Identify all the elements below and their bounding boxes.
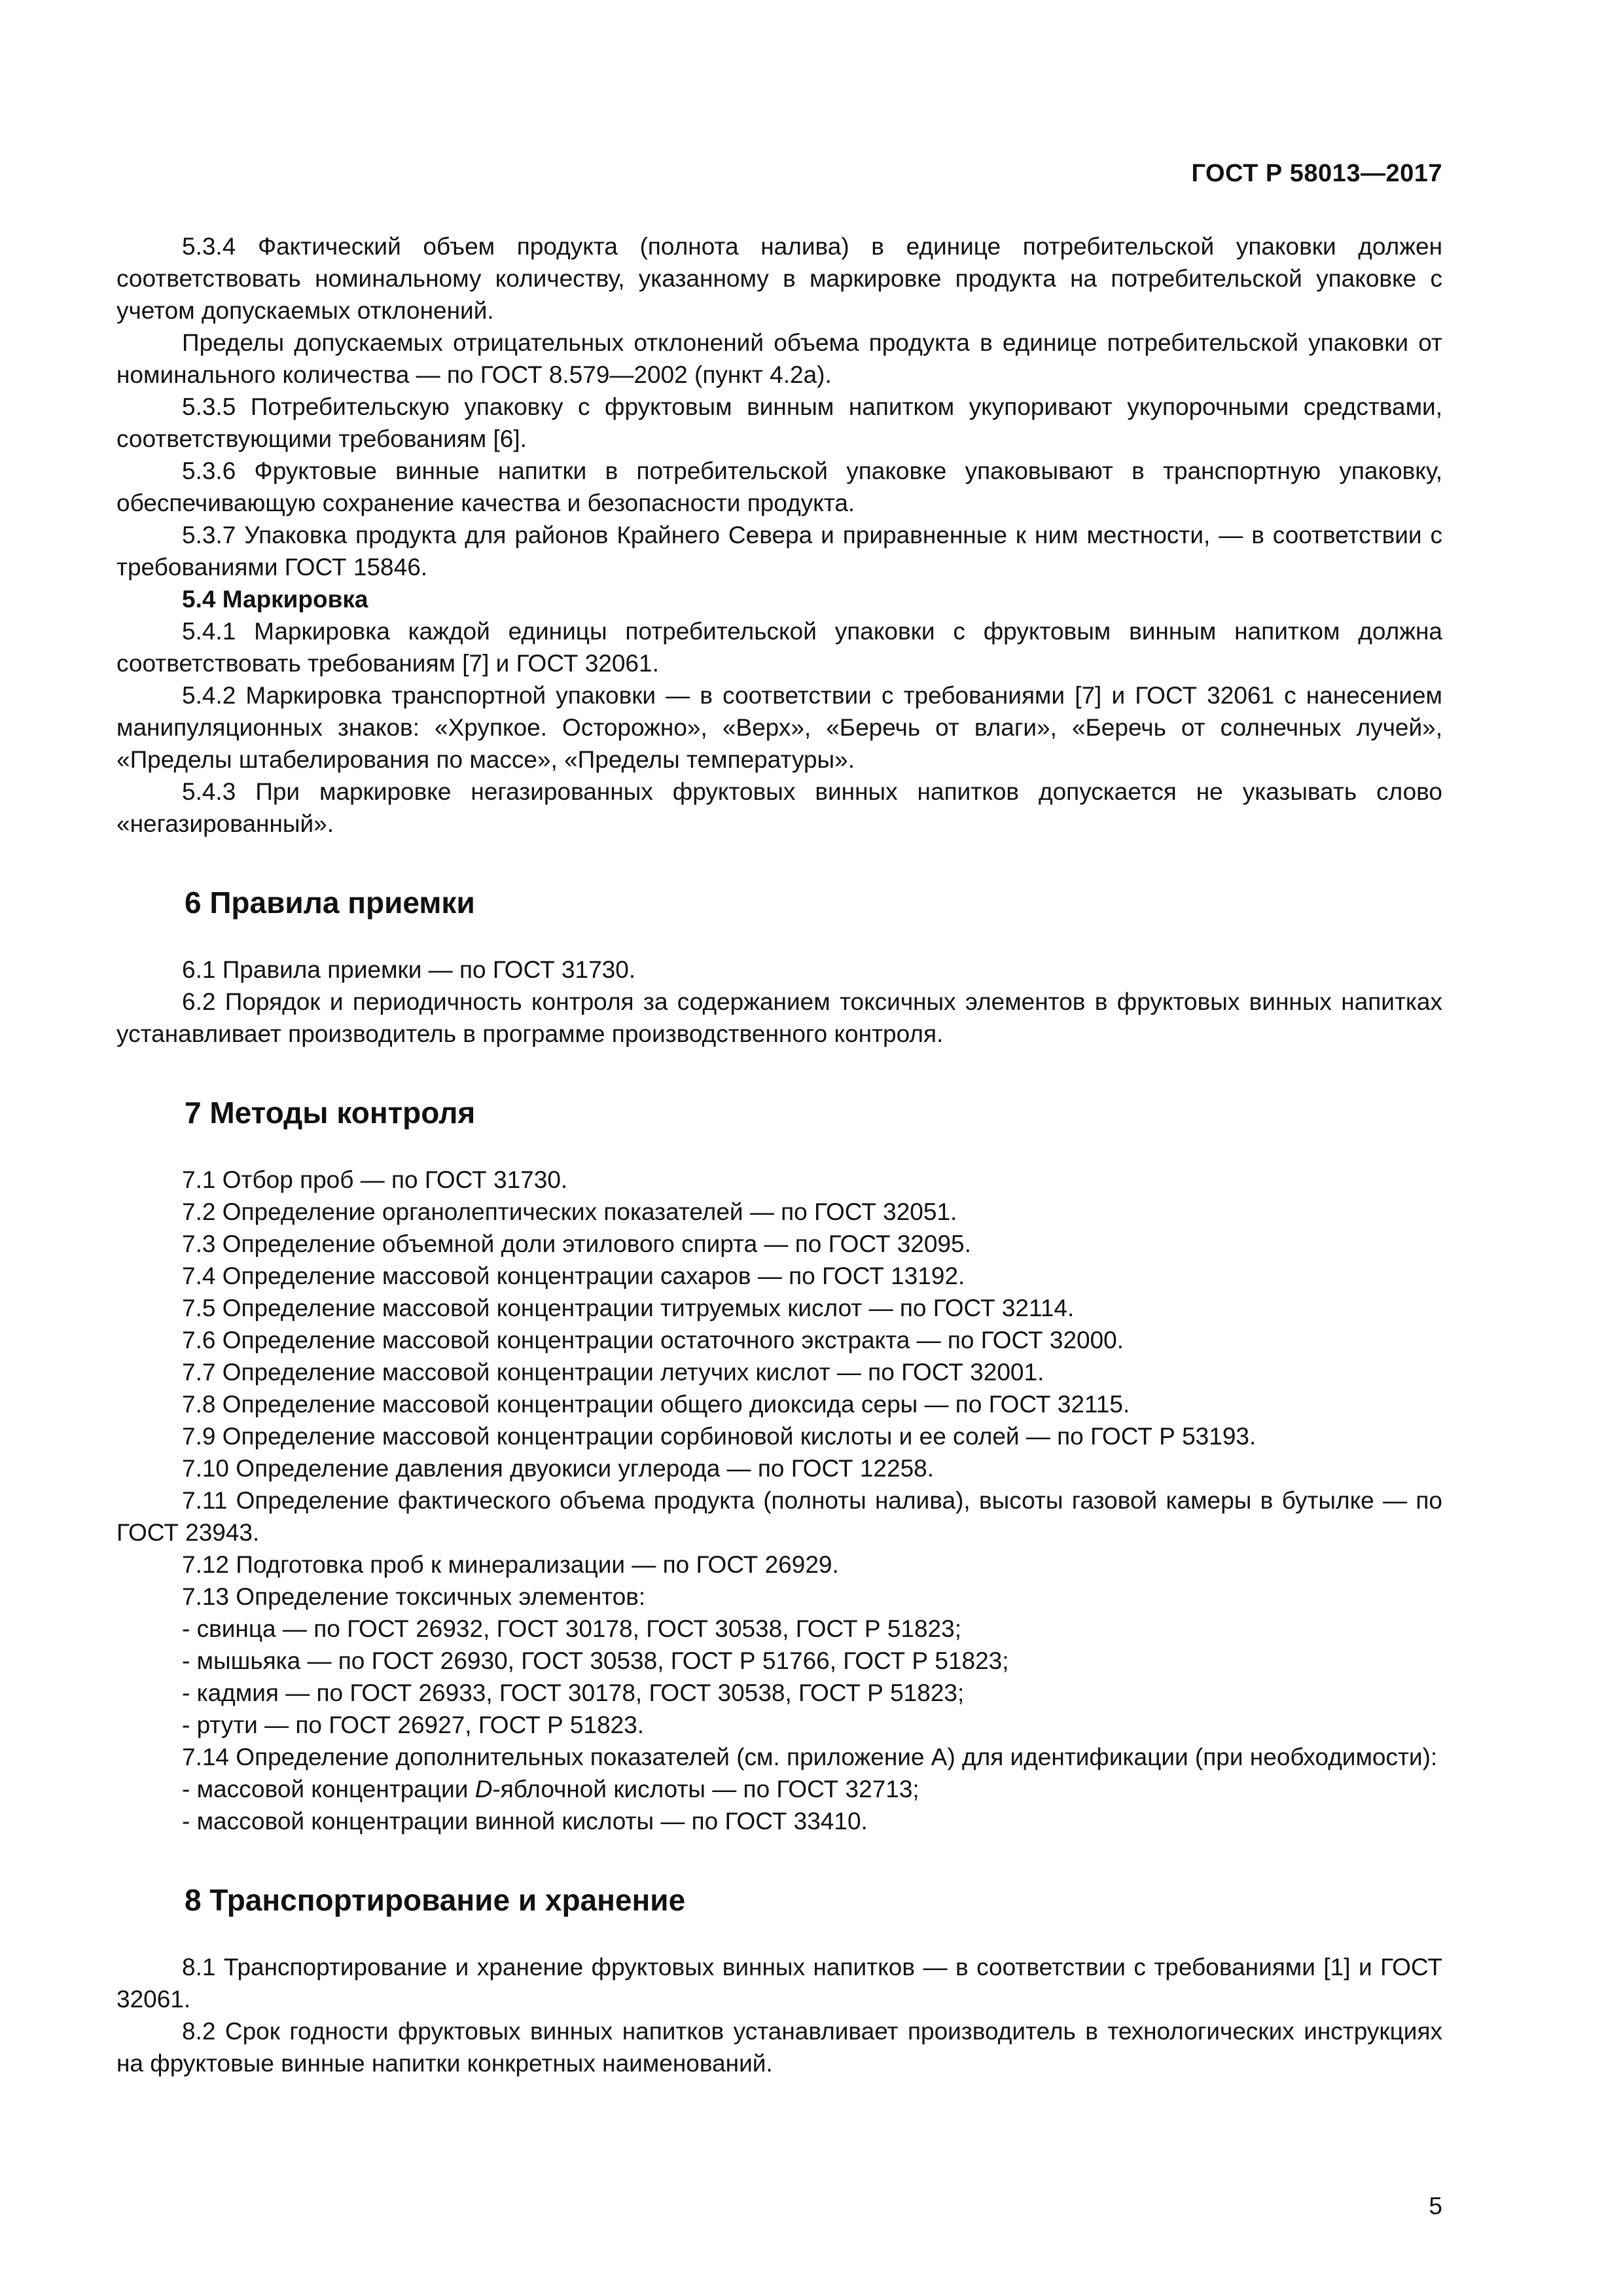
list-item-7-7: 7.7 Определение массовой концентрации летучих кислот — по ГОСТ 32001. — [182, 1359, 1044, 1386]
list-item-7-6: 7.6 Определение массовой концентрации остаточного экстракта — по ГОСТ 32000. — [182, 1327, 1124, 1354]
list-item-7-2: 7.2 Определение органолептических показателей — по ГОСТ 32051. — [182, 1198, 957, 1225]
list-item-7-12: 7.12 Подготовка проб к минерализации — по ГОСТ 26929. — [182, 1551, 839, 1578]
paragraph-5-4-1: 5.4.1 Маркировка каждой единицы потребительской упаковки с фруктовым винным напитком должна соответствовать требованиям [7] и ГОСТ 32061. — [116, 618, 1442, 677]
list-item-7-10: 7.10 Определение давления двуокиси углерода — по ГОСТ 12258. — [182, 1455, 935, 1482]
section-title-6: 6 Правила приемки — [185, 886, 475, 920]
paragraph-5-3-6: 5.3.6 Фруктовые винные напитки в потребительской упаковке упаковывают в транспортную упаковку, обеспечивающую сохранение качества и безопасности продукта. — [116, 457, 1442, 516]
list-item-7-3: 7.3 Определение объемной доли этилового спирта — по ГОСТ 32095. — [182, 1230, 971, 1257]
spacer — [116, 921, 1442, 954]
paragraph-8-2: 8.2 Срок годности фруктовых винных напитков устанавливает производитель в технологических инструкциях на фруктовые винные напитки конкретных наименований. — [116, 2018, 1442, 2077]
subsection-title-5-4: 5.4 Маркировка — [182, 586, 368, 613]
paragraph-5-3-5: 5.3.5 Потребительскую упаковку с фруктовым винным напитком укупоривают укупорочными средствами, соответствующими требованиям [6]. — [116, 393, 1442, 452]
paragraph-8-1: 8.1 Транспортирование и хранение фруктовых винных напитков — в соответствии с требованиями [1] и ГОСТ 32061. — [116, 1954, 1442, 2013]
paragraph-5-3-4: 5.3.4 Фактический объем продукта (полнота налива) в единице потребительской упаковки должен соответствовать номинальному количеству, указанному в маркировке продукта на потребительской упаковке с учетом допускаемых отклонений. — [116, 233, 1442, 324]
document-number: ГОСТ Р 58013—2017 — [1191, 160, 1442, 187]
list-item-7-4: 7.4 Определение массовой концентрации сахаров — по ГОСТ 13192. — [182, 1263, 965, 1289]
toxic-element-lead: - свинца — по ГОСТ 26932, ГОСТ 30178, ГОСТ 30538, ГОСТ Р 51823; — [182, 1615, 961, 1642]
list-item-7-11: 7.11 Определение фактического объема продукта (полноты налива), высоты газовой камеры в бутылке — по ГОСТ 23943. — [116, 1487, 1442, 1546]
additional-indicator-tartaric-acid: - массовой концентрации винной кислоты — по ГОСТ 33410. — [182, 1808, 868, 1835]
spacer — [116, 1837, 1442, 1882]
toxic-element-cadmium: - кадмия — по ГОСТ 26933, ГОСТ 30178, ГОСТ 30538, ГОСТ Р 51823; — [182, 1679, 965, 1706]
spacer — [116, 1131, 1442, 1164]
additional-indicator-italic-d: D — [474, 1776, 493, 1803]
paragraph-6-2: 6.2 Порядок и периодичность контроля за содержанием токсичных элементов в фруктовых винных напитках устанавливает производитель в программе производственного контроля. — [116, 988, 1442, 1047]
list-item-7-9: 7.9 Определение массовой концентрации сорбиновой кислоты и ее солей — по ГОСТ Р 53193. — [182, 1423, 1257, 1450]
spacer — [116, 1918, 1442, 1951]
spacer — [116, 1050, 1442, 1094]
paragraph-5-4-3: 5.4.3 При маркировке негазированных фруктовых винных напитков допускается не указывать слово «негазированный». — [116, 778, 1442, 837]
paragraph-6-1: 6.1 Правила приемки — по ГОСТ 31730. — [182, 956, 636, 983]
document-page — [116, 0, 1442, 2296]
page-number: 5 — [1429, 2193, 1442, 2219]
list-item-7-8: 7.8 Определение массовой концентрации общего диоксида серы — по ГОСТ 32115. — [182, 1391, 1130, 1418]
list-item-7-1: 7.1 Отбор проб — по ГОСТ 31730. — [182, 1166, 568, 1193]
paragraph-5-3-7: 5.3.7 Упаковка продукта для районов Крайнего Севера и приравненные к ним местности, — в соответствии с требованиями ГОСТ 15846. — [116, 522, 1442, 581]
paragraph-5-4-2: 5.4.2 Маркировка транспортной упаковки — в соответствии с требованиями [7] и ГОСТ 32061 с нанесением манипуляционных знаков: «Хрупкое. Осторожно», «Верх», «Беречь от влаги», «Беречь от солнечных лучей», «Пределы штабелирования по массе», «Пределы температуры». — [116, 682, 1442, 773]
section-title-7: 7 Методы контроля — [185, 1096, 476, 1130]
paragraph-5-3-4-limits: Пределы допускаемых отрицательных отклонений объема продукта в единице потребительской упаковки от номинального количества — по ГОСТ 8.579—2002 (пункт 4.2а). — [116, 329, 1442, 388]
document-body — [116, 230, 1442, 2079]
spacer — [116, 840, 1442, 884]
additional-indicator-prefix: - массовой концентрации — [182, 1776, 475, 1803]
toxic-element-arsenic: - мышьяка — по ГОСТ 26930, ГОСТ 30538, ГОСТ Р 51766, ГОСТ Р 51823; — [182, 1647, 1009, 1674]
list-item-7-14: 7.14 Определение дополнительных показателей (см. приложение А) для идентификации (при необходимости): — [182, 1744, 1438, 1770]
additional-indicator-malic-acid — [116, 1773, 1442, 1805]
section-title-8: 8 Транспортирование и хранение — [185, 1883, 686, 1917]
list-item-7-5: 7.5 Определение массовой концентрации титруемых кислот — по ГОСТ 32114. — [182, 1295, 1075, 1321]
toxic-element-mercury: - ртути — по ГОСТ 26927, ГОСТ Р 51823. — [182, 1712, 645, 1738]
list-item-7-13: 7.13 Определение токсичных элементов: — [182, 1583, 646, 1610]
additional-indicator-suffix: -яблочной кислоты — по ГОСТ 32713; — [492, 1776, 919, 1803]
